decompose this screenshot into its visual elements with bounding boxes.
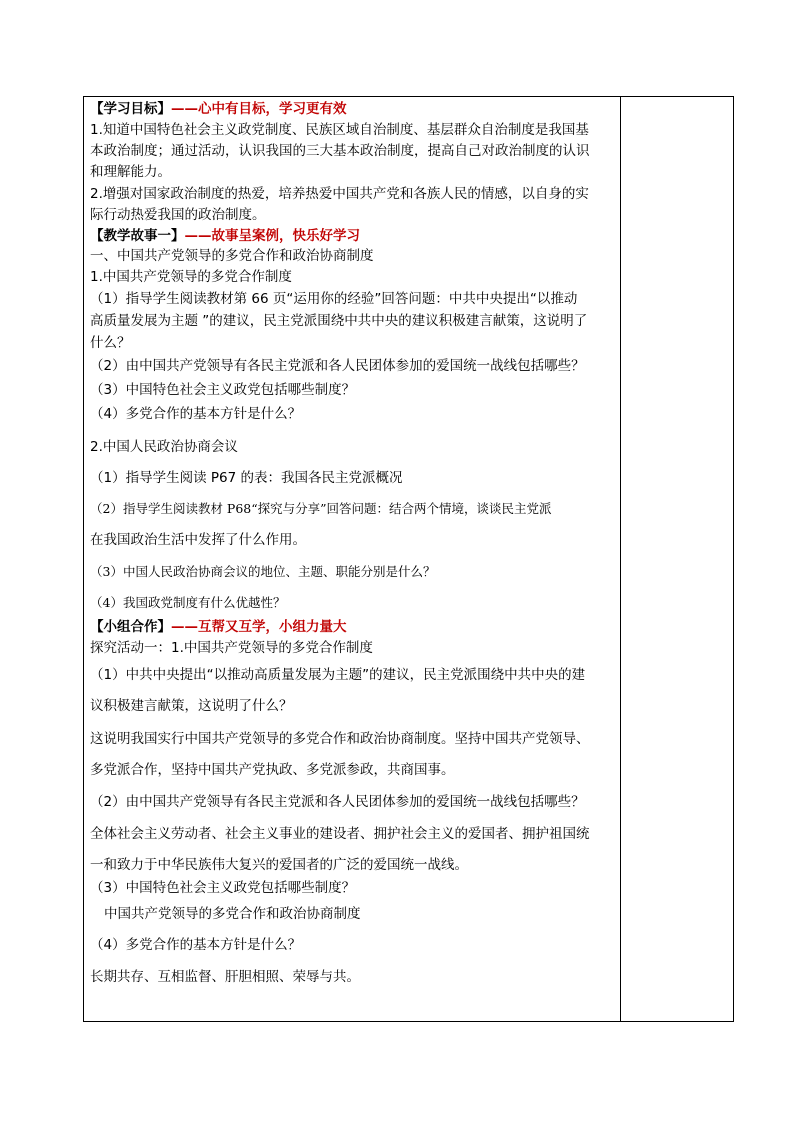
goal-item-1-line-3: 和理解能力。 bbox=[90, 164, 171, 180]
group-q2: （2）由中国共产党领导有各民主党派和各人民团体参加的爱国统一战线包括哪些？ bbox=[90, 794, 585, 810]
story-section-1: 一、中国共产党领导的多党合作和政治协商制度 bbox=[90, 248, 374, 264]
story-q2: （2）由中国共产党领导有各民主党派和各人民团体参加的爱国统一战线包括哪些？ bbox=[90, 358, 585, 374]
learning-goal-heading bbox=[90, 99, 616, 119]
story-label: 【教学故事一】 bbox=[90, 228, 185, 244]
content-cell bbox=[84, 97, 621, 1021]
goal-item-2-line-2: 际行动热爱我国的政治制度。 bbox=[90, 207, 266, 223]
group-activity: 探究活动一：1.中国共产党领导的多党合作制度 bbox=[90, 640, 373, 656]
story-q1-line-2: 高质量发展为主题 ”的建议，民主党派围绕中共中央的建议积极建言献策，这说明了 bbox=[90, 313, 588, 329]
lesson-table bbox=[83, 96, 734, 1022]
goal-item-2-line-1: 2.增强对国家政治制度的热爱，培养热爱中国共产党和各族人民的情感，以自身的实 bbox=[90, 186, 589, 202]
story-slogan: ——故事呈案例，快乐好学习 bbox=[184, 228, 360, 244]
notes-cell bbox=[621, 97, 733, 1021]
group-a1-line-1: 这说明我国实行中国共产党领导的多党合作和政治协商制度。坚持中国共产党领导、 bbox=[90, 731, 590, 747]
story-q1-line-3: 什么？ bbox=[90, 335, 131, 351]
group-heading bbox=[90, 617, 616, 637]
goal-item-1-line-2: 本政治制度；通过活动，认识我国的三大基本政治制度，提高自己对政治制度的认识 bbox=[90, 143, 590, 159]
group-a2-line-2: 一和致力于中华民族伟大复兴的爱国者的广泛的爱国统一战线。 bbox=[90, 857, 468, 873]
story-p2-line-2: 在我国政治生活中发挥了什么作用。 bbox=[90, 532, 306, 548]
story-p3: （3）中国人民政治协商会议的地位、主题、职能分别是什么？ bbox=[90, 564, 436, 579]
group-a3: 中国共产党领导的多党合作和政治协商制度 bbox=[104, 906, 361, 922]
group-q4: （4）多党合作的基本方针是什么？ bbox=[90, 937, 302, 953]
learning-goal-label: 【学习目标】 bbox=[90, 101, 171, 117]
goal-item-1-line-1: 1.知道中国特色社会主义政党制度、民族区域自治制度、基层群众自治制度是我国基 bbox=[90, 122, 589, 138]
group-label: 【小组合作】 bbox=[90, 619, 171, 635]
group-q3: （3）中国特色社会主义政党包括哪些制度？ bbox=[90, 880, 356, 896]
group-q1-line-2: 议积极建言献策，这说明了什么？ bbox=[90, 698, 293, 714]
story-p1: （1）指导学生阅读 P67 的表：我国各民主党派概况 bbox=[90, 470, 403, 486]
story-p4: （4）我国政党制度有什么优越性？ bbox=[90, 595, 286, 610]
story-sub-1: 1.中国共产党领导的多党合作制度 bbox=[90, 269, 292, 285]
story-p2-line-1: （2）指导学生阅读教材 P68“探究与分享”回答问题：结合两个情境，谈谈民主党派 bbox=[90, 501, 552, 516]
group-a2-line-1: 全体社会主义劳动者、社会主义事业的建设者、拥护社会主义的爱国者、拥护祖国统 bbox=[90, 826, 590, 842]
group-q1-line-1: （1）中共中央提出“以推动高质量发展为主题”的建议，民主党派围绕中共中央的建 bbox=[90, 667, 586, 683]
story-q4: （4）多党合作的基本方针是什么？ bbox=[90, 406, 302, 422]
story-sub-2: 2.中国人民政治协商会议 bbox=[90, 439, 238, 455]
story-q1-line-1: （1）指导学生阅读教材第 66 页“运用你的经验”回答问题：中共中央提出“以推动 bbox=[90, 291, 578, 307]
story-q3: （3）中国特色社会主义政党包括哪些制度？ bbox=[90, 382, 356, 398]
group-a4: 长期共存、互相监督、肝胆相照、荣辱与共。 bbox=[90, 969, 360, 985]
learning-goal-slogan: ——心中有目标，学习更有效 bbox=[171, 101, 347, 117]
group-a1-line-2: 多党派合作，坚持中国共产党执政、多党派参政，共商国事。 bbox=[90, 762, 455, 778]
group-slogan: ——互帮又互学，小组力量大 bbox=[171, 619, 347, 635]
story-heading bbox=[90, 226, 616, 246]
